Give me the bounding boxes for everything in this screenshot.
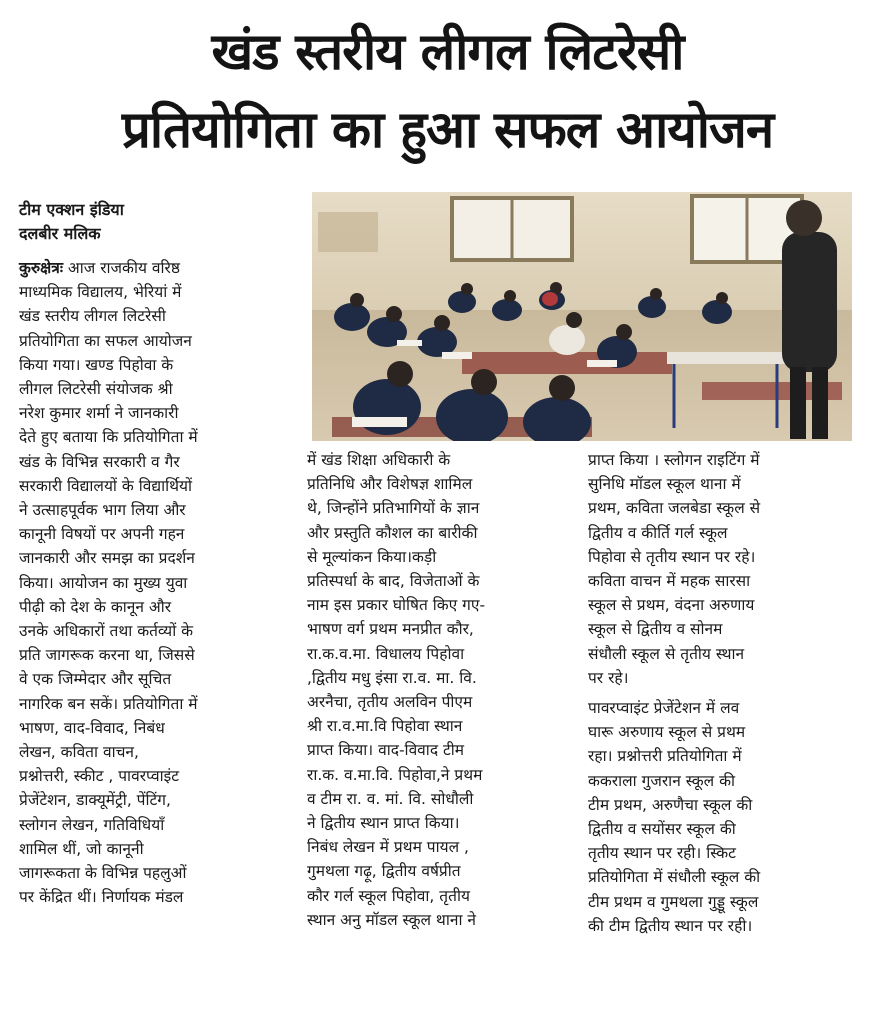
byline-agency: टीम एक्शन इंडिया bbox=[19, 200, 124, 219]
headline bbox=[0, 14, 895, 170]
dateline: कुरुक्षेत्रः bbox=[19, 259, 63, 277]
column-3-paragraph-2: पावरप्वाइंट प्रेजेंटेशन में लव घारू अरुणाय स्कूल से प्रथम रहा। प्रश्नोत्तरी प्रतियोगिता में ककराला गुजरान स्कूल की टीम प्रथम, अरुणैचा स्कूल की द्वितीय व सयोंसर स्कूल की तृतीय स्थान पर रही। स्किट प्रतियोगिता में संधौली स्कूल की टीम प्रथम व गुमथला गुड्डू स्कूल की टीम द्वितीय स्थान पर रही। bbox=[588, 699, 761, 935]
article-column-2: में खंड शिक्षा अधिकारी के प्रतिनिधि और विशेषज्ञ शामिल थे, जिन्होंने प्रतिभागियों के ज्ञान और प्रस्तुति कौशल का बारीकी से मूल्यांकन किया।कड़ी प्रतिस्पर्धा के बाद, विजेताओं के नाम इस प्रकार घोषित किए गए- भाषण वर्ग प्रथम मनप्रीत कौर, रा.क.व.मा. विधालय पिहोवा ,द्वितीय मधु इंसा रा.व. मा. वि. अरनैचा, तृतीय अलविन पीएम श्री रा.व.मा.वि पिहोवा स्थान प्राप्त किया। वाद-विवाद टीम रा.क. व.मा.वि. पिहोवा,ने प्रथम व टीम रा. व. मां. वि. सोधौली ने द्वितीय स्थान प्राप्त किया। निबंध लेखन में प्रथम पायल , गुमथला गढ़ू, द्वितीय वर्षप्रीत कौर गर्ल स्कूल पिहोवा, तृतीय स्थान अनु मॉडल स्कूल थाना ने bbox=[307, 451, 486, 929]
article-column-3 bbox=[588, 448, 878, 938]
byline-reporter: दलबीर मलिक bbox=[19, 224, 101, 243]
column-3-paragraph-1: प्राप्त किया । स्लोगन राइटिंग में सुनिधि मॉडल स्कूल थाना में प्रथम, कविता जलबेडा स्कूल से द्वितीय व कीर्ति गर्ल स्कूल पिहोवा से तृतीय स्थान पर रहे। कविता वाचन में महक सारसा स्कूल से प्रथम, वंदना अरुणाय स्कूल से द्वितीय व सोनम संधौली स्कूल से तृतीय स्थान पर रहे। bbox=[588, 451, 761, 687]
byline bbox=[19, 198, 304, 246]
column-1-text: आज राजकीय वरिष्ठ माध्यमिक विद्यालय, भेरियां में खंड स्तरीय लीगल लिटरेसी प्रतियोगिता का सफल आयोजन किया गया। खण्ड पिहोवा के लीगल लिटरेसी संयोजक श्री नरेश कुमार शर्मा ने जानकारी देते हुए बताया कि प्रतियोगिता में खंड के विभिन्न सरकारी व गैर सरकारी विद्यालयों के विद्यार्थियों ने उत्साहपूर्वक भाग लिया और कानूनी विषयों पर अपनी गहन जानकारी और समझ का प्रदर्शन किया। आयोजन का मुख्य युवा पीढ़ी को देश के कानून और उनके अधिकारों तथा कर्तव्यों के प्रति जागरूक करना था, जिससे वे एक जिम्मेदार और सूचित नागरिक बन सकें। प्रतियोगिता में भाषण, वाद-विवाद, निबंध लेखन, कविता वाचन, प्रश्नोत्तरी, स्कीट , पावरप्वाइंट प्रेजेंटेशन, डाक्यूमेंट्री, पेंटिंग, स्लोगन लेखन, गतिविधियाँ शामिल थीं, जो कानूनी जागरूकता के विभिन्न पहलुओं पर केंद्रित थीं। निर्णायक मंडल bbox=[19, 259, 198, 907]
news-photo bbox=[312, 192, 852, 441]
classroom-photo-icon bbox=[312, 192, 852, 441]
article-column-1 bbox=[19, 256, 304, 909]
headline-line-1: खंड स्तरीय लीगल लिटरेसी bbox=[211, 23, 684, 82]
headline-line-2: प्रतियोगिता का हुआ सफल आयोजन bbox=[121, 101, 774, 160]
